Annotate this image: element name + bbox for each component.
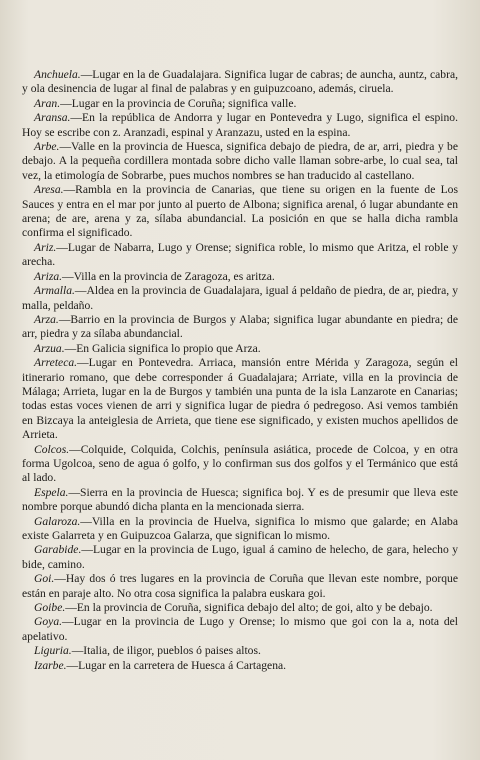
- entry-term: Garabide.: [34, 543, 82, 557]
- entry-term: Liguria.: [34, 644, 72, 658]
- entry-text: Villa en la provincia de Huelva, significa lo mismo que galarde; en Alaba existe Galarreta y en Guipuzcoa Galarza, que significan lo mismo.: [22, 514, 458, 542]
- entry-term: Anchuela.: [34, 68, 81, 81]
- entry-text: Lugar en la provincia de Lugo, igual á camino de helecho, de gara, helecho y bide, camino.: [22, 543, 458, 571]
- entry-text: Barrio en la provincia de Burgos y Alaba; significa lugar abundante en piedra; de arr, piedra y za sílaba abundancial.: [22, 312, 458, 341]
- entry-text: Lugar en la provincia de Lugo y Orense; lo mismo que goi con la a, nota del apelativo.: [22, 615, 458, 643]
- dictionary-entry: Goi.—Hay dos ó tres lugares en la provincia de Coruña que llevan este nombre, porque están en paraje alto. No otra cosa significa la palabra euskara goi.: [22, 572, 458, 600]
- entry-term: Goya.: [34, 615, 63, 629]
- dictionary-entry: Ariz.—Lugar de Nabarra, Lugo y Orense; significa roble, lo mismo que Aritza, el roble y arecha.: [22, 240, 458, 269]
- entry-text: En Galicia significa lo propio que Arza.: [76, 341, 261, 355]
- entry-text: Hay dos ó tres lugares en la provincia de Coruña que llevan este nombre, porque están en paraje alto. No otra cosa significa la palabra euskara goi.: [22, 572, 458, 600]
- entry-term: Aransa.: [34, 111, 71, 125]
- dictionary-entry: Anchuela.—Lugar en la de Guadalajara. Significa lugar de cabras; de auncha, auntz, cabra, y ola desinencia de lugar al final de palabras y en guipuzcoano, además, ciruela.: [22, 68, 458, 96]
- dictionary-entry: Izarbe.—Lugar en la carretera de Huesca á Cartagena.: [34, 658, 287, 672]
- entry-term: Armalla.: [34, 284, 75, 298]
- dictionary-entry: Liguria.—Italia, de iligor, pueblos ó paises altos.: [34, 644, 261, 658]
- dictionary-entry: Arreteca.—Lugar en Pontevedra. Arriaca, mansión entre Mérida y Zaragoza, según el itinerario romano, que debe corresponder á Guadalajara; Arriate, villa en la provincia de Málaga; Arrieta, lugar en la de Burgos y también una punta de la isla Lanzarote en Canarias; todas estas voces vienen de arri y significa lugar de piedra ó pedregoso. Asi vemos también en Bizcaya la anteiglesia de Arrieta, que tiene ese significado, y existen muchos apellidos de Arrieta.: [22, 356, 458, 442]
- entry-term: Arreteca.: [34, 356, 78, 370]
- entry-text: Valle en la provincia de Huesca, significa debajo de piedra, de ar, arri, piedra y be debajo. A la pequeña cordillera montada sobre dicho valle llaman sobre-arbe, lo cual sea, tal vez, la etimología de Sobrarbe, pues muchos nombres se han traducido al castellano.: [22, 140, 458, 182]
- dictionary-entry: Arza.—Barrio en la provincia de Burgos y Alaba; significa lugar abundante en piedra; de arr, piedra y za sílaba abundancial.: [22, 312, 458, 341]
- entry-term: Arza.: [34, 312, 59, 326]
- entry-term: Aran.: [34, 96, 61, 110]
- entry-text: Lugar en Pontevedra. Arriaca, mansión entre Mérida y Zaragoza, según el itinerario romano, que debe corresponder á Guadalajara; Arriate, villa en la provincia de Málaga; Arrieta, lugar en la de Burgos y también una punta de la isla Lanzarote en Canarias; todas estas voces vienen de arri y significa lugar de piedra ó pedregoso. Asi vemos también en Bizcaya la anteiglesia de Arrieta, que tiene ese significado, y existen muchos apellidos de Arrieta.: [22, 356, 458, 442]
- entry-term: Arzua.: [34, 341, 65, 355]
- entry-term: Ariza.: [34, 269, 63, 283]
- entry-term: Goibe.: [34, 601, 66, 615]
- entry-text: Italia, de iligor, pueblos ó paises altos.: [83, 644, 261, 658]
- dictionary-entry: Garabide.—Lugar en la provincia de Lugo, igual á camino de helecho, de gara, helecho y bide, camino.: [22, 543, 458, 571]
- dictionary-entry: Arzua.—En Galicia significa lo propio que Arza.: [34, 341, 261, 355]
- entry-term: Aresa.: [34, 183, 64, 197]
- entry-term: Colcos.: [34, 442, 70, 456]
- dictionary-entry: Aransa.—En la república de Andorra y lugar en Pontevedra y Lugo, significa el espino. Hoy se escribe con z. Aranzadi, espinal y Aranzazu, usted en la espina.: [22, 111, 458, 139]
- dictionary-entry: Espela.—Sierra en la provincia de Huesca; significa boj. Y es de presumir que lleva este nombre porque abundó dicha planta en la mencionada sierra.: [22, 485, 458, 514]
- entry-text: En la provincia de Coruña, significa debajo del alto; de goi, alto y be debajo.: [76, 601, 433, 615]
- entry-text: Lugar en la provincia de Coruña; significa valle.: [71, 96, 297, 110]
- entry-term: Goi.: [34, 572, 55, 586]
- entry-text: Colquide, Colquida, Colchis, península asiática, procede de Colcoa, y en otra forma Ugolcoa, seno de agua ó golfo, y lo confirman sus dos golfos y el Termánico que está al lado.: [22, 442, 458, 485]
- entry-text: Lugar en la carretera de Huesca á Cartagena.: [78, 658, 287, 672]
- entry-term: Ariz.: [34, 240, 57, 254]
- dictionary-entry: Goibe.—En la provincia de Coruña, significa debajo del alto; de goi, alto y be debajo.: [34, 601, 433, 615]
- dictionary-entry: Ariza.—Villa en la provincia de Zaragoza, es aritza.: [34, 269, 275, 283]
- dictionary-entry: Arbe.—Valle en la provincia de Huesca, significa debajo de piedra, de ar, arri, piedra y be debajo. A la pequeña cordillera montada sobre dicho valle llaman sobre-arbe, lo cual sea, tal vez, la etimología de Sobrarbe, pues muchos nombres se han traducido al castellano.: [22, 140, 458, 182]
- dictionary-entry: Aresa.—Rambla en la provincia de Canarias, que tiene su origen en la fuente de Los Sauces y entra en el mar por junto al puerto de Albona; significa arenal, ó lugar abundante en arena; de are, arena y za, sílaba abundancial. La posición en que se halla dicha rambla confirma el significado.: [22, 183, 458, 240]
- entry-term: Arbe.: [34, 140, 60, 154]
- dictionary-entry: Aran.—Lugar en la provincia de Coruña; significa valle.: [34, 96, 297, 110]
- entry-term: Espela.: [34, 485, 69, 499]
- entry-text: En la república de Andorra y lugar en Pontevedra y Lugo, significa el espino. Hoy se escribe con z. Aranzadi, espinal y Aranzazu, usted en la espina.: [22, 111, 458, 139]
- entry-text: Lugar de Nabarra, Lugo y Orense; significa roble, lo mismo que Aritza, el roble y arecha.: [22, 240, 458, 269]
- entry-text: Sierra en la provincia de Huesca; significa boj. Y es de presumir que lleva este nombre porque abundó dicha planta en la mencionada sierra.: [22, 485, 458, 514]
- entry-text: Aldea en la provincia de Guadalajara, igual á peldaño de piedra, de ar, piedra, y malla, peldaño.: [22, 284, 458, 312]
- dictionary-entry: Galaroza.—Villa en la provincia de Huelva, significa lo mismo que galarde; en Alaba existe Galarreta y en Guipuzcoa Galarza, que significan lo mismo.: [22, 514, 458, 542]
- entry-term: Galaroza.: [34, 514, 81, 528]
- dictionary-entry: Colcos.—Colquide, Colquida, Colchis, península asiática, procede de Colcoa, y en otra forma Ugolcoa, seno de agua ó golfo, y lo confirman sus dos golfos y el Termánico que está al lado.: [22, 442, 458, 485]
- dictionary-entry: Goya.—Lugar en la provincia de Lugo y Orense; lo mismo que goi con la a, nota del apelativo.: [22, 615, 458, 643]
- entry-text: Rambla en la provincia de Canarias, que tiene su origen en la fuente de Los Sauces y entra en el mar por junto al puerto de Albona; significa arenal, ó lugar abundante en arena; de are, arena y za, sílaba abundancial. La posición en que se halla dicha rambla confirma el significado.: [22, 183, 458, 240]
- entry-text: Villa en la provincia de Zaragoza, es aritza.: [73, 269, 275, 283]
- dictionary-entry: Armalla.—Aldea en la provincia de Guadalajara, igual á peldaño de piedra, de ar, piedra, y malla, peldaño.: [22, 284, 458, 312]
- entry-term: Izarbe.: [34, 658, 67, 672]
- entry-text: Lugar en la de Guadalajara. Significa lugar de cabras; de auncha, auntz, cabra, y ola desinencia de lugar al final de palabras y en guipuzcoano, además, ciruela.: [22, 68, 458, 96]
